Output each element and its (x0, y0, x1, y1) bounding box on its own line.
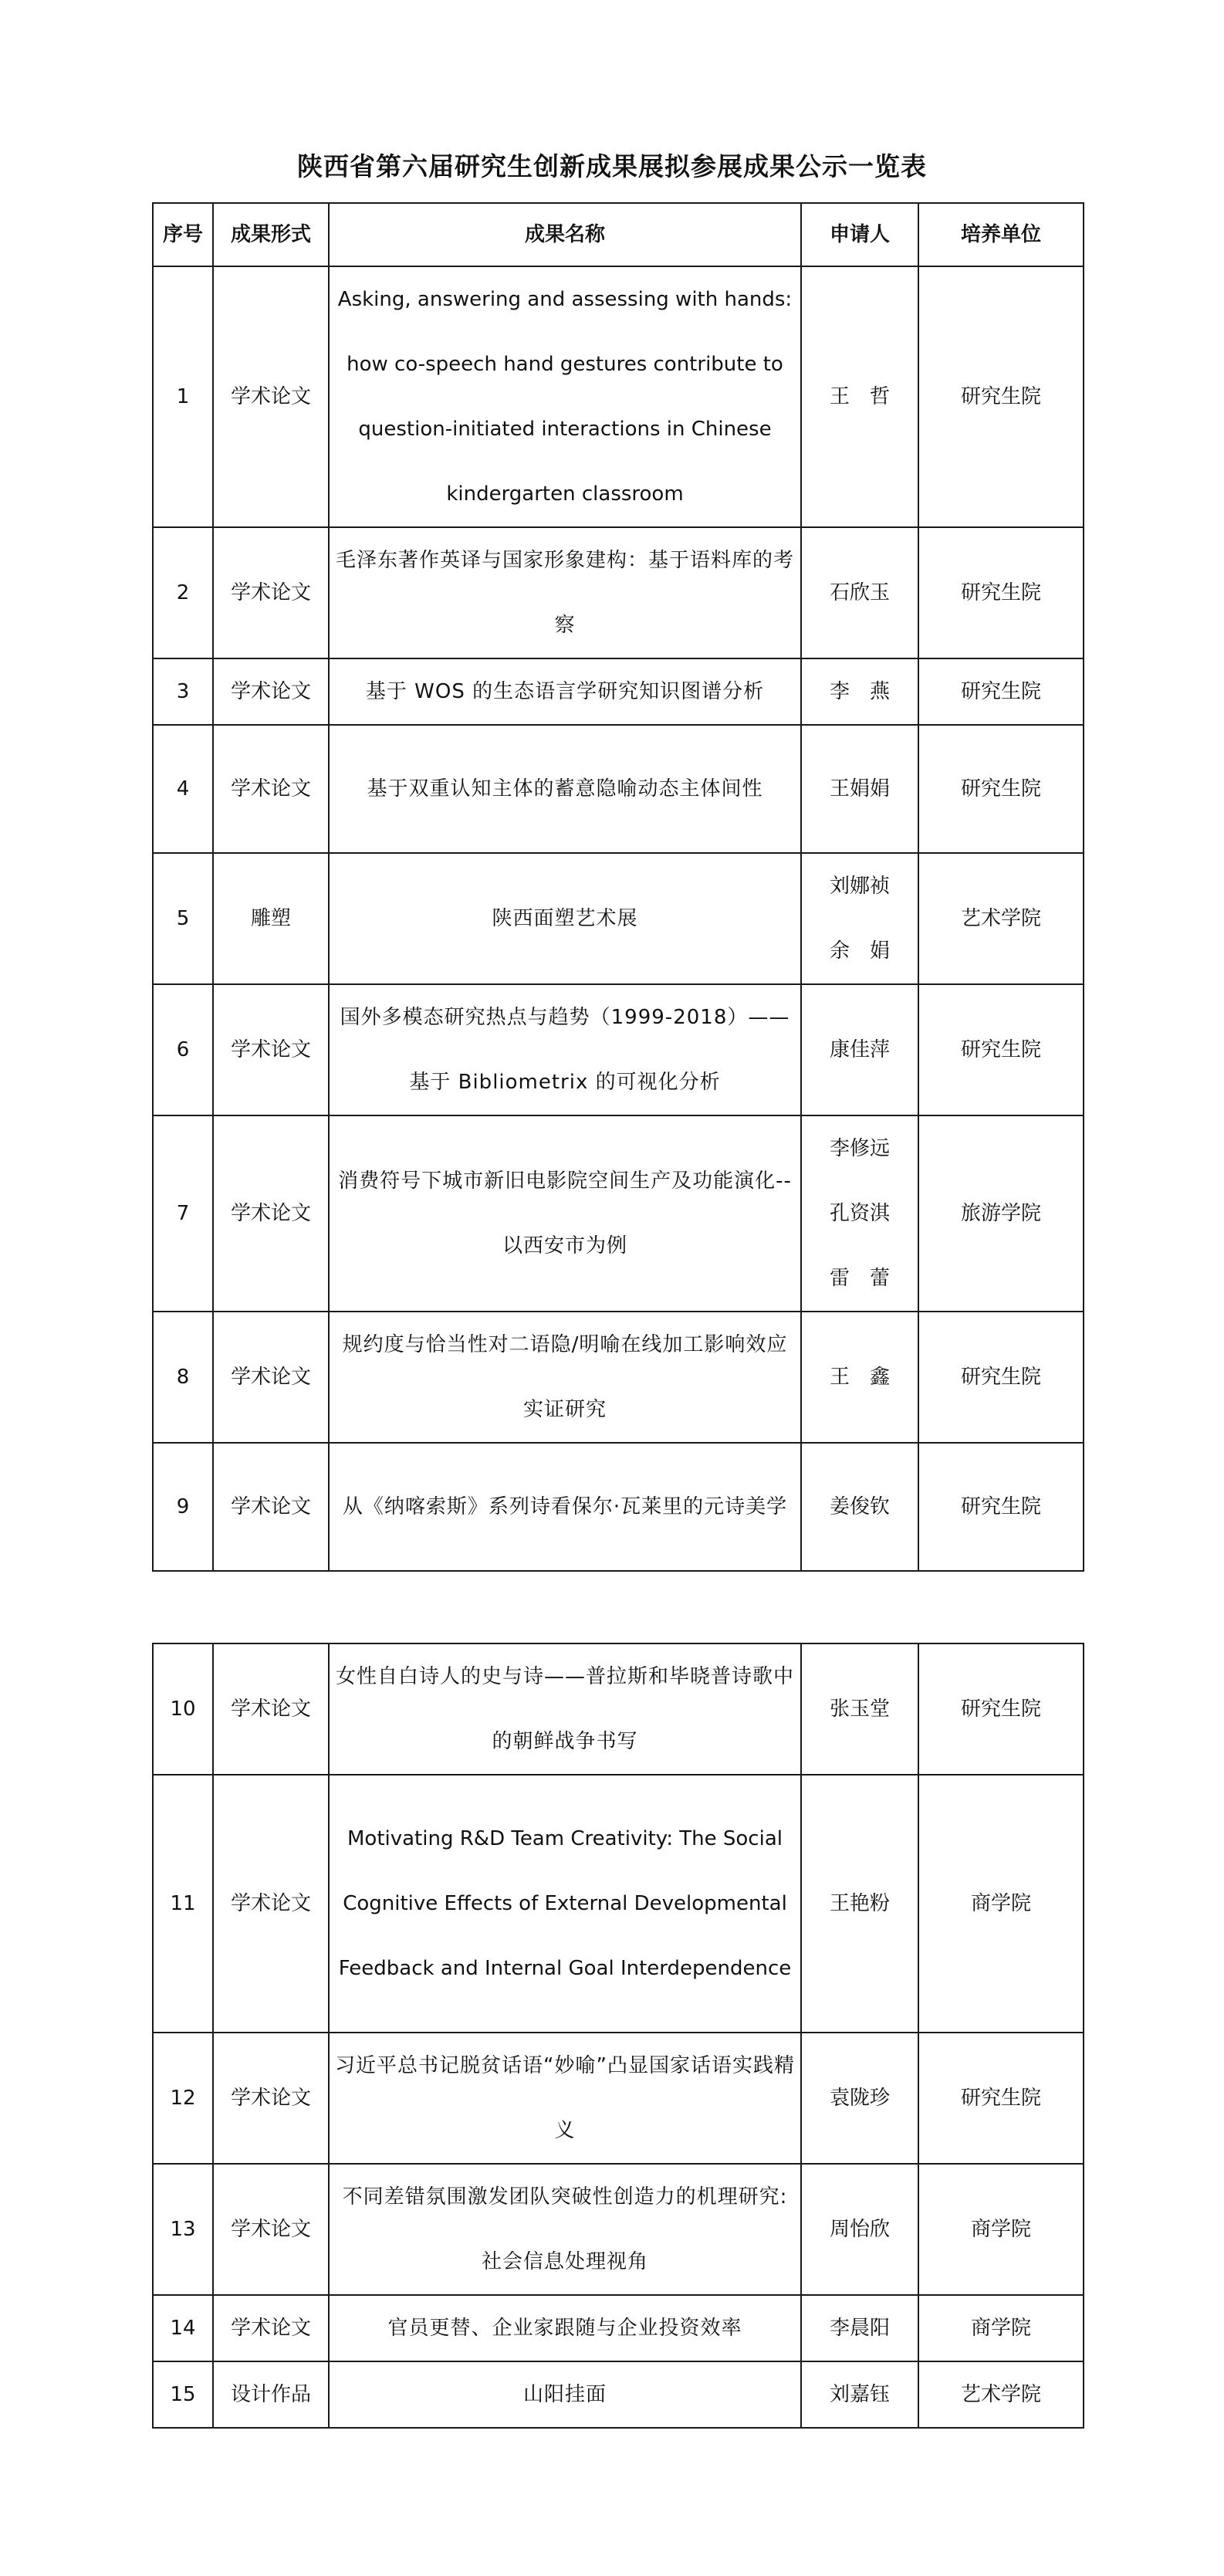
table-row (153, 1115, 1084, 1312)
cell-applicant (801, 725, 918, 853)
table-row (153, 2164, 1084, 2295)
cell-form: 学术论文 (213, 1775, 329, 2033)
applicant-name: 姜俊钦 (829, 1495, 890, 1518)
cell-form: 学术论文 (213, 1312, 329, 1443)
cell-no: 2 (153, 527, 213, 658)
applicant-name: 孔资淇 (829, 1202, 890, 1225)
applicant-name: 雷 蕾 (829, 1267, 890, 1290)
table-row (153, 1775, 1084, 2033)
cell-no: 7 (153, 1115, 213, 1312)
cell-no: 8 (153, 1312, 213, 1443)
cell-name: 官员更替、企业家跟随与企业投资效率 (329, 2295, 801, 2361)
cell-unit: 艺术学院 (918, 853, 1084, 984)
page-title: 陕西省第六届研究生创新成果展拟参展成果公示一览表 (297, 151, 927, 181)
cell-form: 学术论文 (213, 2033, 329, 2164)
cell-applicant (801, 2295, 918, 2361)
applicant-name: 李晨阳 (829, 2317, 890, 2340)
cell-name: Motivating R&D Team Creativity: The Social Cognitive Effects of External Developmental Feedback and Internal Goal Interdependence (329, 1775, 801, 2033)
cell-no: 4 (153, 725, 213, 853)
applicant-name: 余 娟 (829, 939, 890, 963)
cell-form: 学术论文 (213, 266, 329, 527)
results-table-part-2 (152, 1643, 1084, 2429)
cell-unit: 研究生院 (918, 1443, 1084, 1571)
table-row (153, 2361, 1084, 2428)
cell-form: 学术论文 (213, 1643, 329, 1775)
cell-applicant (801, 1312, 918, 1443)
cell-name: 规约度与恰当性对二语隐/明喻在线加工影响效应实证研究 (329, 1312, 801, 1443)
cell-unit: 研究生院 (918, 725, 1084, 853)
cell-unit: 研究生院 (918, 658, 1084, 725)
cell-no: 3 (153, 658, 213, 725)
cell-applicant (801, 853, 918, 984)
applicant-name: 周怡欣 (829, 2218, 890, 2241)
cell-unit: 研究生院 (918, 527, 1084, 658)
table-row (153, 2295, 1084, 2361)
cell-no: 9 (153, 1443, 213, 1571)
cell-no: 5 (153, 853, 213, 984)
cell-unit: 旅游学院 (918, 1115, 1084, 1312)
cell-no: 15 (153, 2361, 213, 2428)
cell-name: 陕西面塑艺术展 (329, 853, 801, 984)
cell-form: 学术论文 (213, 725, 329, 853)
applicant-name: 王娟娟 (829, 777, 890, 801)
applicant-name: 康佳萍 (829, 1038, 890, 1061)
results-table-part-1 (152, 202, 1084, 1572)
cell-form: 学术论文 (213, 527, 329, 658)
table-row (153, 2033, 1084, 2164)
cell-applicant (801, 1443, 918, 1571)
cell-unit: 研究生院 (918, 1312, 1084, 1443)
cell-no: 1 (153, 266, 213, 527)
header-applicant: 申请人 (801, 203, 918, 266)
table-row (153, 266, 1084, 527)
table-row (153, 853, 1084, 984)
applicant-name: 王艳粉 (829, 1892, 890, 1915)
table-header-row (153, 203, 1084, 266)
table-row (153, 1312, 1084, 1443)
cell-name: 不同差错氛围激发团队突破性创造力的机理研究:社会信息处理视角 (329, 2164, 801, 2295)
cell-name: 毛泽东著作英译与国家形象建构：基于语料库的考察 (329, 527, 801, 658)
header-name: 成果名称 (329, 203, 801, 266)
cell-unit: 研究生院 (918, 266, 1084, 527)
cell-applicant (801, 2361, 918, 2428)
cell-form: 学术论文 (213, 1443, 329, 1571)
applicant-name: 刘嘉钰 (829, 2383, 890, 2406)
cell-form: 学术论文 (213, 2164, 329, 2295)
applicant-name: 李 燕 (829, 680, 890, 703)
cell-unit: 研究生院 (918, 2033, 1084, 2164)
header-unit: 培养单位 (918, 203, 1084, 266)
table-row (153, 725, 1084, 853)
table-row (153, 527, 1084, 658)
applicant-name: 张玉堂 (829, 1698, 890, 1721)
cell-name: 从《纳喀索斯》系列诗看保尔·瓦莱里的元诗美学 (329, 1443, 801, 1571)
applicant-name: 王 哲 (829, 385, 890, 408)
cell-form: 学术论文 (213, 1115, 329, 1312)
applicant-name: 袁陇珍 (829, 2087, 890, 2110)
cell-name: 山阳挂面 (329, 2361, 801, 2428)
cell-unit: 商学院 (918, 1775, 1084, 2033)
cell-name: 女性自白诗人的史与诗——普拉斯和毕晓普诗歌中的朝鲜战争书写 (329, 1643, 801, 1775)
table-row (153, 984, 1084, 1115)
cell-unit: 商学院 (918, 2295, 1084, 2361)
cell-no: 14 (153, 2295, 213, 2361)
table-row (153, 1443, 1084, 1571)
cell-name: Asking, answering and assessing with hands: how co-speech hand gestures contribute to question-initiated interactions in Chinese kindergarten classroom (329, 266, 801, 527)
cell-form: 学术论文 (213, 658, 329, 725)
cell-form: 设计作品 (213, 2361, 329, 2428)
cell-applicant (801, 658, 918, 725)
cell-no: 11 (153, 1775, 213, 2033)
cell-unit: 商学院 (918, 2164, 1084, 2295)
cell-name: 习近平总书记脱贫话语“妙喻”凸显国家话语实践精义 (329, 2033, 801, 2164)
cell-applicant (801, 1115, 918, 1312)
cell-applicant (801, 266, 918, 527)
cell-applicant (801, 1643, 918, 1775)
cell-applicant (801, 1775, 918, 2033)
cell-unit: 艺术学院 (918, 2361, 1084, 2428)
cell-unit: 研究生院 (918, 1643, 1084, 1775)
cell-name: 基于 WOS 的生态语言学研究知识图谱分析 (329, 658, 801, 725)
cell-no: 12 (153, 2033, 213, 2164)
cell-no: 6 (153, 984, 213, 1115)
header-no: 序号 (153, 203, 213, 266)
cell-applicant (801, 2033, 918, 2164)
table-row (153, 658, 1084, 725)
applicant-name: 王 鑫 (829, 1366, 890, 1389)
cell-name: 国外多模态研究热点与趋势（1999-2018）——基于 Bibliometrix 的可视化分析 (329, 984, 801, 1115)
cell-form: 学术论文 (213, 2295, 329, 2361)
cell-no: 13 (153, 2164, 213, 2295)
cell-applicant (801, 2164, 918, 2295)
cell-no: 10 (153, 1643, 213, 1775)
applicant-name: 刘娜祯 (829, 875, 890, 898)
table-row (153, 1643, 1084, 1775)
cell-name: 基于双重认知主体的蓄意隐喻动态主体间性 (329, 725, 801, 853)
cell-unit: 研究生院 (918, 984, 1084, 1115)
applicant-name: 李修远 (829, 1137, 890, 1160)
header-form: 成果形式 (213, 203, 329, 266)
cell-applicant (801, 527, 918, 658)
cell-form: 雕塑 (213, 853, 329, 984)
cell-name: 消费符号下城市新旧电影院空间生产及功能演化--以西安市为例 (329, 1115, 801, 1312)
cell-applicant (801, 984, 918, 1115)
cell-form: 学术论文 (213, 984, 329, 1115)
applicant-name: 石欣玉 (829, 581, 890, 604)
